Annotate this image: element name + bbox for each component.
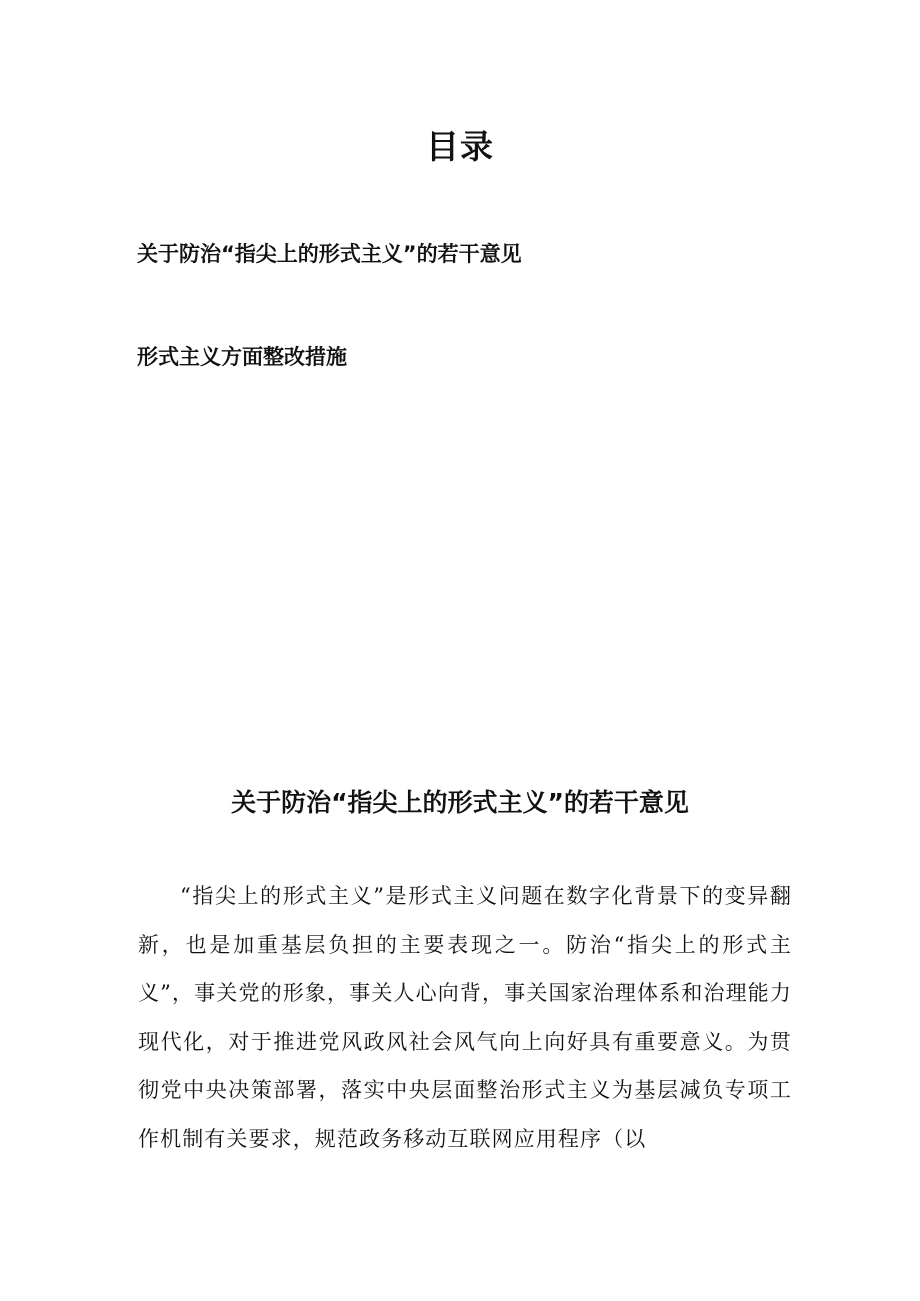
document-title: 关于防治“指尖上的形式主义”的若干意见 xyxy=(231,788,689,817)
toc-item-opinions[interactable]: 关于防治“指尖上的形式主义”的若干意见 xyxy=(137,242,522,266)
body-paragraph: “指尖上的形式主义”是形式主义问题在数字化背景下的变异翻新，也是加重基层负担的主要表现之一。防治“指尖上的形式主义”，事关党的形象，事关人心向背，事关国家治理体系和治理能力现代化，对于推进党风政风社会风气向上向好具有重要意义。为贯彻党中央决策部署，落实中央层面整治形式主义为基层减负专项工作机制有关要求，规范政务移动互联网应用程序（以 xyxy=(138,884,792,1151)
toc-title: 目录 xyxy=(426,127,494,166)
toc-item-rectification-measures[interactable]: 形式主义方面整改措施 xyxy=(137,345,347,369)
